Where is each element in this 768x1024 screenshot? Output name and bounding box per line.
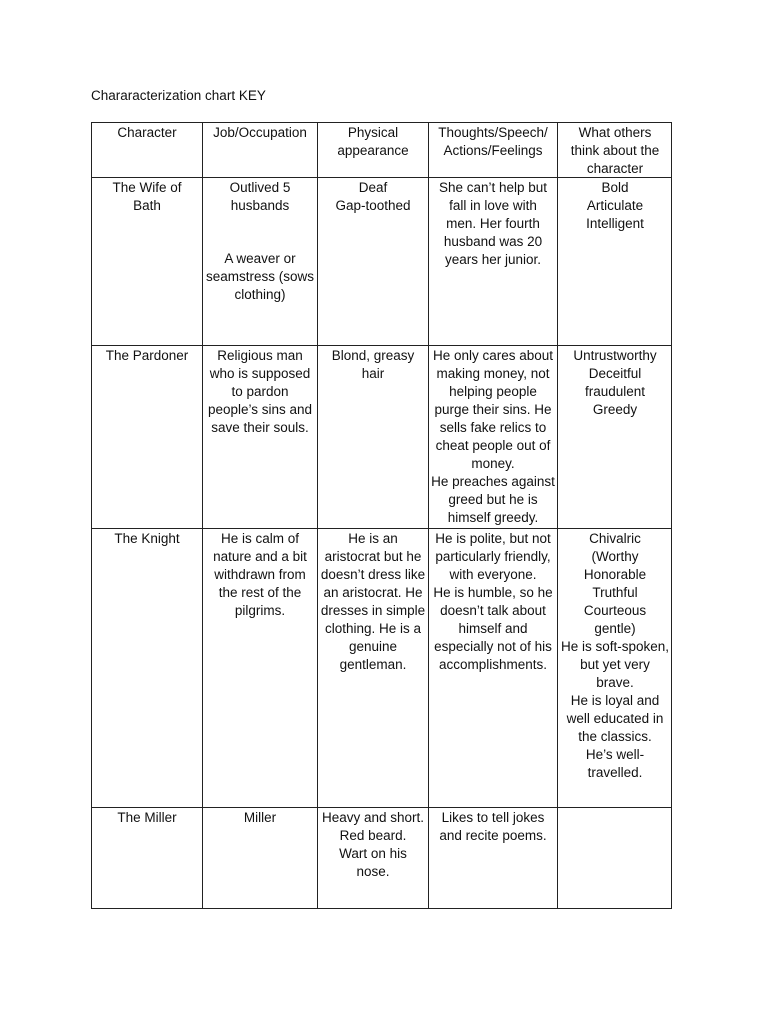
cell-text-line: Outlived 5	[229, 180, 291, 195]
cell-text-line: think about the	[570, 143, 660, 158]
table-row	[92, 345, 671, 528]
cell-text-line: Bath	[133, 198, 161, 213]
cell-text-line: The Pardoner	[105, 348, 189, 363]
cell-text-line: Deaf	[358, 180, 388, 195]
cell-text-line: the classics.	[578, 729, 652, 744]
cell-text-line: She can’t help but	[438, 180, 548, 195]
cell-text-line: sells fake relics to	[439, 420, 547, 435]
cell-text-line: aristocrat but he	[324, 549, 422, 564]
cell-text-line: fall in love with	[449, 198, 537, 213]
cell-character	[92, 529, 202, 807]
cell-text-line: He only cares about	[432, 348, 554, 363]
cell-text-line: The Miller	[117, 810, 177, 825]
cell-text-line: who is supposed	[209, 366, 311, 381]
cell-text-line: genuine	[348, 639, 398, 654]
header-cell-character	[92, 123, 202, 177]
cell-text-line: gentle)	[594, 621, 636, 636]
cell-occupation	[202, 529, 317, 807]
table-row	[92, 177, 671, 345]
table-header-row	[92, 123, 671, 177]
cell-text-line: greed but he is	[448, 492, 538, 507]
table-row	[92, 528, 671, 807]
cell-text-line: dresses in simple	[320, 603, 426, 618]
cell-text-line: Untrustworthy	[573, 348, 657, 363]
cell-text-line: Thoughts/Speech/	[438, 125, 548, 140]
cell-text-line: Gap-toothed	[335, 198, 411, 213]
cell-text-line: save their souls.	[211, 420, 309, 435]
cell-text-line: What others	[578, 125, 652, 140]
cell-text-line: Religious man	[217, 348, 303, 363]
cell-occupation	[202, 178, 317, 345]
cell-others-opinion	[557, 178, 672, 345]
header-cell-appearance	[317, 123, 428, 177]
cell-appearance	[317, 808, 428, 909]
cell-appearance	[317, 529, 428, 807]
cell-text-line: Greedy	[592, 402, 638, 417]
cell-appearance	[317, 178, 428, 345]
cell-text-line: He preaches against	[431, 474, 555, 489]
cell-text-line: doesn’t talk about	[440, 603, 546, 618]
cell-text-line: He is polite, but not	[435, 531, 551, 546]
cell-text-line: Physical	[347, 125, 399, 140]
cell-others-opinion	[557, 808, 672, 909]
cell-text-line: fraudulent	[584, 384, 646, 399]
cell-text-line: character	[586, 161, 644, 176]
cell-character	[92, 808, 202, 909]
cell-text-line: A weaver or	[224, 251, 296, 266]
cell-character	[92, 178, 202, 345]
cell-text-line: hair	[361, 366, 385, 381]
document-title: Chararacterization chart KEY	[91, 88, 266, 103]
cell-text-line: accomplishments.	[438, 657, 548, 672]
cell-text-line: appearance	[337, 143, 409, 158]
cell-character	[92, 346, 202, 528]
cell-text-line: Deceitful	[588, 366, 642, 381]
cell-text-line: He is calm of	[220, 531, 300, 546]
cell-text-line: Wart on his	[339, 846, 407, 861]
cell-text-line: He’s well-	[585, 747, 645, 762]
cell-text-line: Miller	[243, 810, 277, 825]
header-cell-occupation	[202, 123, 317, 177]
cell-text-line: doesn’t dress like	[320, 567, 426, 582]
cell-text-line: seamstress (sows	[205, 269, 315, 284]
cell-text-line: husband was 20	[443, 234, 543, 249]
cell-text-line: especially not of his	[434, 639, 552, 654]
cell-text-line: He is humble, so he	[433, 585, 553, 600]
cell-text-line: Character	[117, 125, 177, 140]
cell-text-line: brave.	[596, 675, 634, 690]
cell-text-line: Chivalric	[589, 531, 641, 546]
header-cell-thoughts	[428, 123, 557, 177]
cell-text-line: men. Her fourth	[446, 216, 540, 231]
cell-text-line: He is soft-spoken,	[560, 639, 670, 654]
cell-text-line: He is an	[348, 531, 398, 546]
cell-text-line: Heavy and short.	[321, 810, 425, 825]
cell-text-line: pilgrims.	[234, 603, 286, 618]
cell-text-line: He is loyal and	[570, 693, 660, 708]
cell-text-line: Articulate	[586, 198, 644, 213]
cell-text-line: Likes to tell jokes	[441, 810, 545, 825]
cell-text-line: people’s sins and	[207, 402, 313, 417]
cell-text-line: Blond, greasy	[331, 348, 415, 363]
cell-text-line: the rest of the	[218, 585, 302, 600]
cell-text-line: clothing. He is a	[324, 621, 422, 636]
cell-appearance	[317, 346, 428, 528]
characterization-table	[91, 122, 672, 909]
cell-text-line: and recite poems.	[439, 828, 547, 843]
cell-text-line: money.	[471, 456, 515, 471]
cell-text-line: withdrawn from	[214, 567, 306, 582]
header-cell-others-opinion	[557, 123, 672, 177]
cell-thoughts	[428, 529, 557, 807]
cell-text-line: purge their sins. He	[434, 402, 552, 417]
cell-text-line: helping people	[449, 384, 537, 399]
cell-text-line: Courteous	[583, 603, 647, 618]
cell-text-line: particularly friendly,	[435, 549, 551, 564]
cell-text-line: travelled.	[587, 765, 643, 780]
cell-occupation	[202, 808, 317, 909]
cell-text-line: but yet very	[580, 657, 650, 672]
cell-text-line: The Knight	[114, 531, 180, 546]
cell-text-line: well educated in	[566, 711, 664, 726]
cell-thoughts	[428, 346, 557, 528]
cell-others-opinion	[557, 529, 672, 807]
cell-text-line: gentleman.	[339, 657, 407, 672]
cell-text-line: (Worthy	[591, 549, 639, 564]
cell-text-line: making money, not	[436, 366, 550, 381]
cell-text-line: himself and	[458, 621, 528, 636]
cell-text-line: Job/Occupation	[213, 125, 307, 140]
cell-thoughts	[428, 178, 557, 345]
cell-text-line: Honorable	[583, 567, 647, 582]
cell-occupation	[202, 346, 317, 528]
cell-text-line: Red beard.	[339, 828, 407, 843]
cell-text-line: cheat people out of	[435, 438, 551, 453]
cell-text-line: Truthful	[592, 585, 638, 600]
cell-text-line: to pardon	[231, 384, 289, 399]
cell-text-line: Intelligent	[586, 216, 644, 231]
cell-text-line: clothing)	[234, 287, 286, 302]
cell-spacer	[203, 215, 317, 250]
cell-text-line: years her junior.	[444, 252, 542, 267]
table-row	[92, 807, 671, 909]
cell-text-line: nose.	[356, 864, 390, 879]
cell-others-opinion	[557, 346, 672, 528]
cell-text-line: husbands	[230, 198, 290, 213]
cell-text-line: nature and a bit	[213, 549, 307, 564]
cell-text-line: himself greedy.	[447, 510, 539, 525]
cell-text-line: The Wife of	[112, 180, 182, 195]
cell-text-line: Bold	[601, 180, 629, 195]
cell-text-line: with everyone.	[449, 567, 537, 582]
cell-thoughts	[428, 808, 557, 909]
cell-text-line: an aristocrat. He	[323, 585, 423, 600]
cell-text-line: Actions/Feelings	[443, 143, 543, 158]
